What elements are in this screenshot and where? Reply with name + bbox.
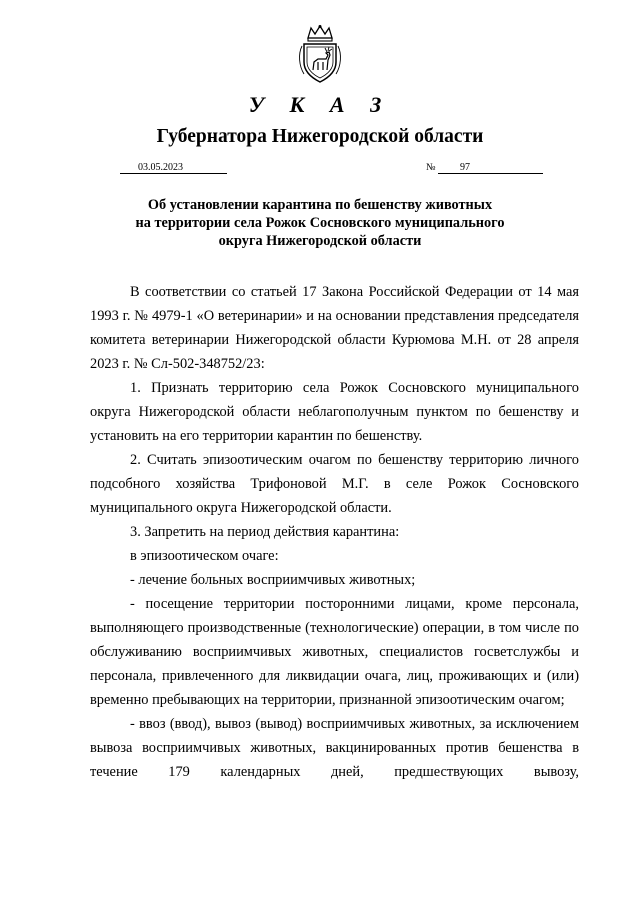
subject-line: округа Нижегородской области — [218, 233, 422, 249]
document-type-title: У К А З — [248, 92, 392, 117]
document-body — [90, 280, 579, 784]
paragraph-ban-visits: - посещение территории посторонними лицами, кроме персонала, выполняющего производственные (технологические) операции, в том числе по обслуживанию восприимчивых животных, специалистов госветслужбы и персонала, привлеченного для ликвидации очага, лиц, проживающих и (или) временно пребывающих на территории, признанной эпизоотическим очагом; — [90, 596, 579, 708]
coat-of-arms-icon — [296, 24, 344, 84]
paragraph-preamble: В соответствии со статьей 17 Закона Российской Федерации от 14 мая 1993 г. № 4979-1 «О ветеринарии» и на основании представления председателя комитета ветеринарии Нижегородской области Курюмова М.Н. от 28 апреля 2023 г. № Сл-502-348752/23: — [90, 284, 579, 372]
paragraph-focus-header: в эпизоотическом очаге: — [130, 548, 279, 564]
number-label: № — [426, 162, 436, 173]
paragraph-ban-transport: - ввоз (ввод), вывоз (вывод) восприимчивых животных, за исключением вывоза восприимчивых животных, вакцинированных против бешенства в течение 179 календарных дней, предшествующих вывозу, — [90, 716, 579, 780]
document-number: 97 — [438, 162, 543, 174]
paragraph-item-2: 2. Считать эпизоотическим очагом по бешенству территорию личного подсобного хозяйства Трифоновой М.Г. в селе Рожок Сосновского муниципального округа Нижегородской области. — [90, 452, 579, 516]
paragraph-item-3: 3. Запретить на период действия карантина: — [130, 524, 400, 540]
document-subject — [120, 196, 520, 250]
subject-line: на территории села Рожок Сосновского муниципального — [135, 215, 505, 231]
subject-line: Об установлении карантина по бешенству животных — [147, 197, 493, 213]
paragraph-ban-treatment: - лечение больных восприимчивых животных; — [130, 572, 416, 588]
document-date: 03.05.2023 — [120, 162, 227, 174]
issuer-title: Губернатора Нижегородской области — [156, 126, 484, 147]
paragraph-item-1: 1. Признать территорию села Рожок Сосновского муниципального округа Нижегородской области неблагополучным пунктом по бешенству и установить на его территории карантин по бешенству. — [90, 380, 579, 444]
